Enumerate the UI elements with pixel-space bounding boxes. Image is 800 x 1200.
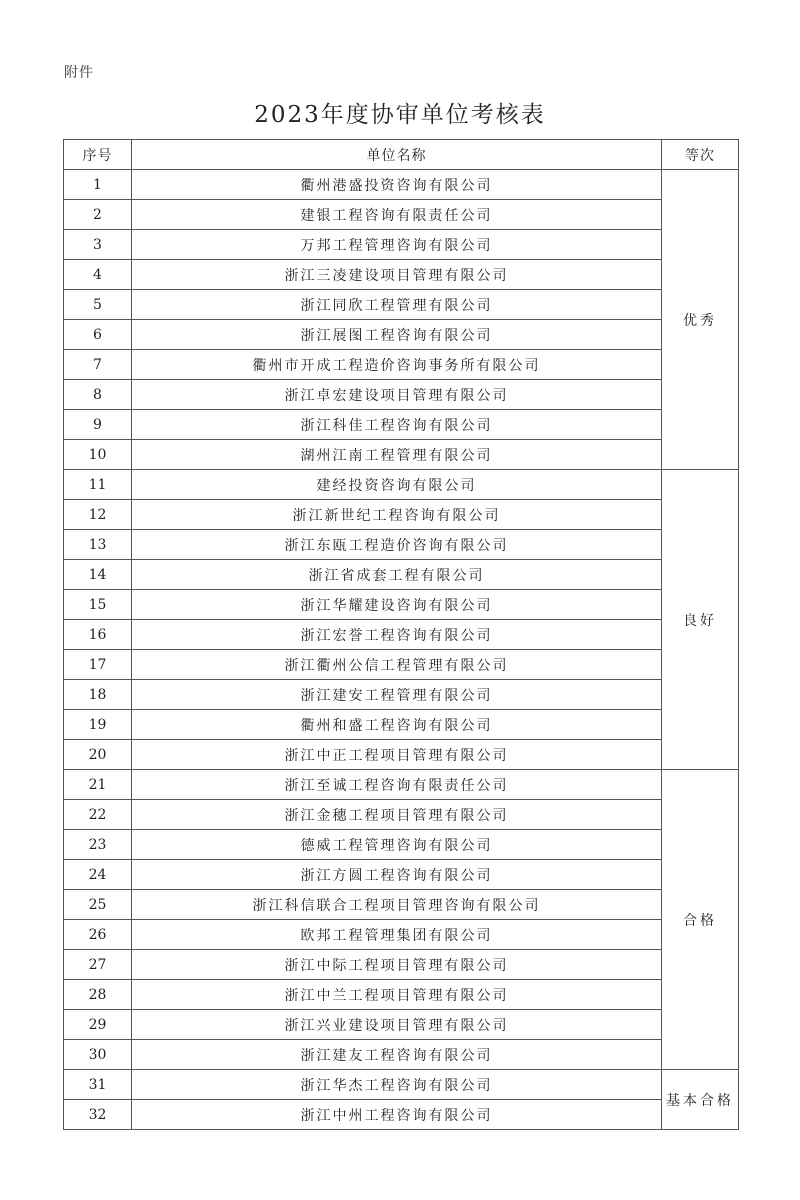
table-row: [64, 170, 739, 200]
table-row: [64, 560, 739, 590]
serial-number-cell: 8: [64, 380, 132, 410]
table-row: [64, 200, 739, 230]
serial-number-cell: 3: [64, 230, 132, 260]
serial-number-cell: 9: [64, 410, 132, 440]
unit-name-cell: 浙江同欣工程管理有限公司: [132, 290, 662, 320]
unit-name-cell: 浙江至诚工程咨询有限责任公司: [132, 770, 662, 800]
table-row: [64, 710, 739, 740]
unit-name-cell: 浙江卓宏建设项目管理有限公司: [132, 380, 662, 410]
unit-name-cell: 浙江宏誉工程咨询有限公司: [132, 620, 662, 650]
serial-number-cell: 6: [64, 320, 132, 350]
table-row: [64, 980, 739, 1010]
table-row: [64, 320, 739, 350]
header-grade: 等次: [662, 140, 739, 170]
table-row: [64, 1040, 739, 1070]
serial-number-cell: 12: [64, 500, 132, 530]
unit-name-cell: 浙江华杰工程咨询有限公司: [132, 1070, 662, 1100]
table-row: [64, 350, 739, 380]
serial-number-cell: 30: [64, 1040, 132, 1070]
table-row: [64, 410, 739, 440]
table-row: [64, 680, 739, 710]
serial-number-cell: 32: [64, 1100, 132, 1130]
serial-number-cell: 27: [64, 950, 132, 980]
unit-name-cell: 浙江省成套工程有限公司: [132, 560, 662, 590]
grade-cell: 优秀: [662, 170, 739, 470]
unit-name-cell: 浙江科信联合工程项目管理咨询有限公司: [132, 890, 662, 920]
serial-number-cell: 5: [64, 290, 132, 320]
serial-number-cell: 17: [64, 650, 132, 680]
serial-number-cell: 1: [64, 170, 132, 200]
table-row: [64, 740, 739, 770]
unit-name-cell: 欧邦工程管理集团有限公司: [132, 920, 662, 950]
serial-number-cell: 2: [64, 200, 132, 230]
page-title: 2023年度协审单位考核表: [254, 102, 546, 128]
serial-number-cell: 29: [64, 1010, 132, 1040]
unit-name-cell: 浙江中正工程项目管理有限公司: [132, 740, 662, 770]
grade-cell: 合格: [662, 770, 739, 1070]
serial-number-cell: 15: [64, 590, 132, 620]
unit-name-cell: 浙江衢州公信工程管理有限公司: [132, 650, 662, 680]
header-unit-name: 单位名称: [132, 140, 662, 170]
table-row: [64, 440, 739, 470]
table-row: [64, 380, 739, 410]
table-row: [64, 230, 739, 260]
unit-name-cell: 浙江三凌建设项目管理有限公司: [132, 260, 662, 290]
serial-number-cell: 24: [64, 860, 132, 890]
serial-number-cell: 10: [64, 440, 132, 470]
table-row: [64, 860, 739, 890]
table-row: [64, 620, 739, 650]
serial-number-cell: 4: [64, 260, 132, 290]
unit-name-cell: 浙江中州工程咨询有限公司: [132, 1100, 662, 1130]
unit-name-cell: 浙江方圆工程咨询有限公司: [132, 860, 662, 890]
unit-name-cell: 衢州市开成工程造价咨询事务所有限公司: [132, 350, 662, 380]
unit-name-cell: 浙江展图工程咨询有限公司: [132, 320, 662, 350]
serial-number-cell: 16: [64, 620, 132, 650]
serial-number-cell: 22: [64, 800, 132, 830]
serial-number-cell: 21: [64, 770, 132, 800]
assessment-table: [63, 139, 739, 1130]
table-row: [64, 530, 739, 560]
serial-number-cell: 11: [64, 470, 132, 500]
table-row: [64, 590, 739, 620]
unit-name-cell: 浙江建友工程咨询有限公司: [132, 1040, 662, 1070]
unit-name-cell: 湖州江南工程管理有限公司: [132, 440, 662, 470]
table-row: [64, 260, 739, 290]
unit-name-cell: 浙江华耀建设咨询有限公司: [132, 590, 662, 620]
table-row: [64, 770, 739, 800]
table-row: [64, 890, 739, 920]
table-row: [64, 950, 739, 980]
unit-name-cell: 浙江新世纪工程咨询有限公司: [132, 500, 662, 530]
serial-number-cell: 20: [64, 740, 132, 770]
unit-name-cell: 浙江中际工程项目管理有限公司: [132, 950, 662, 980]
serial-number-cell: 19: [64, 710, 132, 740]
unit-name-cell: 浙江建安工程管理有限公司: [132, 680, 662, 710]
table-row: [64, 1010, 739, 1040]
table-row: [64, 1070, 739, 1100]
table-body: [64, 170, 739, 1130]
unit-name-cell: 德威工程管理咨询有限公司: [132, 830, 662, 860]
serial-number-cell: 23: [64, 830, 132, 860]
serial-number-cell: 31: [64, 1070, 132, 1100]
unit-name-cell: 衢州港盛投资咨询有限公司: [132, 170, 662, 200]
unit-name-cell: 浙江中兰工程项目管理有限公司: [132, 980, 662, 1010]
unit-name-cell: 浙江东瓯工程造价咨询有限公司: [132, 530, 662, 560]
table-row: [64, 650, 739, 680]
serial-number-cell: 14: [64, 560, 132, 590]
serial-number-cell: 25: [64, 890, 132, 920]
unit-name-cell: 衢州和盛工程咨询有限公司: [132, 710, 662, 740]
grade-cell: 基本合格: [662, 1070, 739, 1130]
table-row: [64, 290, 739, 320]
table-header-row: [64, 140, 739, 170]
serial-number-cell: 26: [64, 920, 132, 950]
serial-number-cell: 7: [64, 350, 132, 380]
table-row: [64, 500, 739, 530]
header-serial-number: 序号: [64, 140, 132, 170]
table-row: [64, 470, 739, 500]
attachment-label: 附件: [64, 65, 94, 81]
unit-name-cell: 浙江兴业建设项目管理有限公司: [132, 1010, 662, 1040]
unit-name-cell: 建银工程咨询有限责任公司: [132, 200, 662, 230]
serial-number-cell: 18: [64, 680, 132, 710]
unit-name-cell: 万邦工程管理咨询有限公司: [132, 230, 662, 260]
table-row: [64, 1100, 739, 1130]
table-row: [64, 800, 739, 830]
serial-number-cell: 28: [64, 980, 132, 1010]
serial-number-cell: 13: [64, 530, 132, 560]
table-row: [64, 920, 739, 950]
table-row: [64, 830, 739, 860]
unit-name-cell: 浙江金穗工程项目管理有限公司: [132, 800, 662, 830]
grade-cell: 良好: [662, 470, 739, 770]
unit-name-cell: 建经投资咨询有限公司: [132, 470, 662, 500]
unit-name-cell: 浙江科佳工程咨询有限公司: [132, 410, 662, 440]
